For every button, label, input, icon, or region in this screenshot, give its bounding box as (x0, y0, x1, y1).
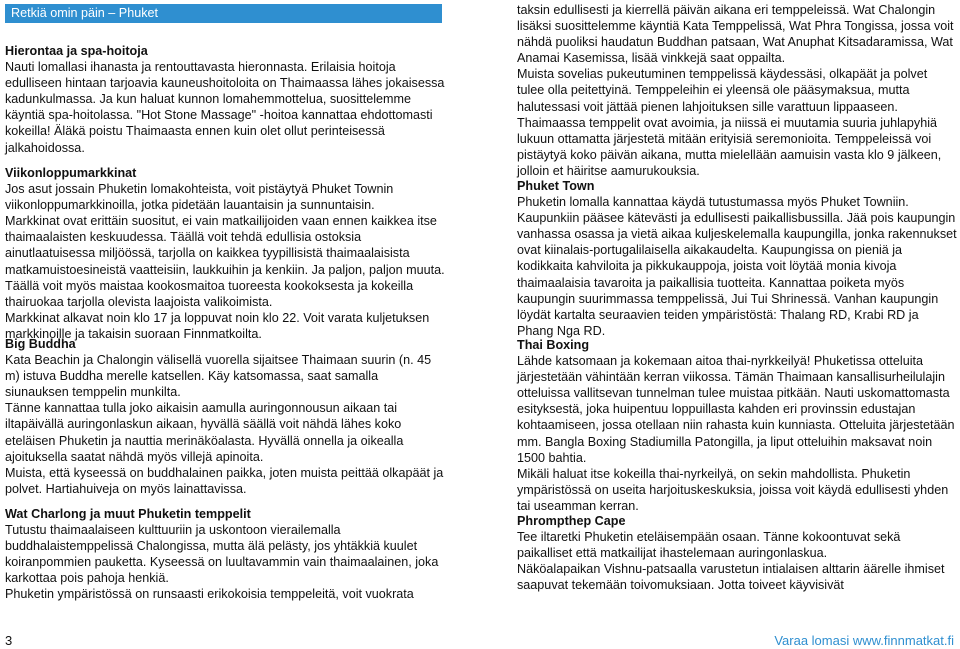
section-title-phrompthep-cape: Phrompthep Cape (517, 514, 626, 528)
buddha-paragraph-1: Kata Beachin ja Chalongin välisellä vuorella sijaitsee Thaimaan suurin (n. 45 m) istuva Buddha merelle katsellen. Käy katsomassa, saat samalla siunauksen temppelin munkilta. (5, 353, 432, 400)
section-title-thai-boxing: Thai Boxing (517, 338, 590, 352)
section-weekend-market (5, 165, 445, 342)
market-paragraph-2: Markkinat ovat erittäin suositut, ei vain matkailijoiden vaan ennen kaikkea itse thaimaalaisten keskuudessa. Täällä voit tehdä edullisia ostoksia ainutlaatuisessa miljöössä, tarjolla on kaikkea tyypillisistä thaimaalaisista matkamuistoesineistä vaatteisiin, laukkuihin ja kenkiin. Ja paljon, paljon muuta. Täällä voit myös maistaa kookosmaitoa tuoreesta kookoksesta ja kokeilla thairuokaa tarjolla olevista laajoista valikoimista. (5, 214, 445, 309)
page-number: 3 (5, 633, 13, 648)
market-paragraph-1: Jos asut jossain Phuketin lomakohteista, voit pistäytyä Phuket Townin viikonloppumarkkinoilla, jotka pidetään lauantaisin ja sunnuntaisin. (5, 182, 394, 213)
section-title-wat-chalong: Wat Charlong ja muut Phuketin temppelit (5, 507, 251, 521)
section-title-weekend-market: Viikonloppumarkkinat (5, 166, 137, 180)
header-banner: Retkiä omin päin – Phuket (5, 4, 442, 23)
section-title-big-buddha: Big Buddha (5, 337, 76, 351)
finnmatkat-link[interactable]: Varaa lomasi www.finnmatkat.fi (774, 633, 954, 648)
section-title-phuket-town: Phuket Town (517, 179, 595, 193)
section-wat-chalong (5, 506, 445, 603)
market-paragraph-3: Markkinat alkavat noin klo 17 ja loppuvat noin klo 22. Voit varata kuljetuksen markkinoille ja takaisin suoraan Finnmatkoilta. (5, 310, 430, 341)
section-phrompthep-cape (517, 513, 957, 593)
section-temples-continued (517, 2, 957, 179)
wat-chalong-body: Tutustu thaimaalaiseen kulttuuriin ja uskontoon vierailemalla buddhalaistemppelissä Chalongissa, mutta älä pelästy, jos yhtäkkiä kuulet koiranpommien pauketta. Kyseessä on luultavammin vain thaimaalainen, joka karkottaa pois pahoja henkiä. Phuketin ympäristössä on runsaasti erikokoisia temppeleitä, voit vuokrata (5, 523, 439, 602)
phuket-town-body: Phuketin lomalla kannattaa käydä tutustumassa myös Phuket Towniin. Kaupunkiin pääsee kätevästi ja edullisesti paikallisbussilla. Jää pois kaupungin vanhassa osassa ja vietä aikaa kuljeskelemalla kaupungilla, jonka rakennukset ovat kiinalais-portugalilaisella aikakaudelta. Kaupungissa on pieniä ja kodikkaita kahviloita ja pikkukauppoja, joista voit löytää monia kivoja thaimaalaisia tavaroita ja paikallisia tuotteita. Kannattaa poiketa myös kaupungin suurimmassa temppelissä, Jui Tui Shrinessä. Vanhan kaupungin löydät kartalta seuraavien teiden ympäristöstä: Thalang RD, Krabi RD ja Phang Nga RD. (517, 195, 957, 338)
section-big-buddha (5, 336, 445, 497)
phrompthep-cape-body: Tee iltaretki Phuketin eteläisempään osaan. Tänne kokoontuvat sekä paikalliset että matkailijat ihastelemaan auringonlaskua. Näköalapaikan Vishnu-patsaalla varustetun intialaisen alttarin äärelle ihmiset saapuvat tekemään toivomuksiaan. Jotta toiveet käyvisivät (517, 530, 945, 593)
buddha-paragraph-3: Muista, että kyseessä on buddhalainen paikka, joten muista peittää olkapäät ja polvet. Hartiahuiveja on myös lainattavissa. (5, 465, 444, 496)
section-spa (5, 43, 445, 156)
section-body-spa: Nauti lomallasi ihanasta ja rentouttavasta hieronnasta. Erilaisia hoitoja edulliseen hintaan tarjoavia kauneushoitoloita on Thaimaassa lähes jokaisessa kadunkulmassa. Ja kun haluat kunnon lomahemmottelua, suosittelemme käyntiä spa-hoitolassa. "Hot Stone Massage" -hoitoa kannattaa ehdottomasti kokeilla! Äläkä poistu Thaimaasta ennen kuin olet ollut perinteisessä jalkahoidossa. (5, 60, 445, 155)
section-phuket-town (517, 178, 957, 339)
temples-continued-body: taksin edullisesti ja kierrellä päivän aikana eri temppeleissä. Wat Chalongin lisäksi suosittelemme käyntiä Kata Temppelissä, Wat Phra Tongissa, jossa voit nähdä puoliksi haudatun Buddhan patsaan, Wat Anuphat Kitsadaramissa, Wat Anamai Kasemissa, lisää vinkkejä saat oppailta. Muista sovelias pukeutuminen temppelissä käydessäsi, olkapäät ja polvet tulee olla peitettyinä. Temppeleihin ei yleensä ole pääsymaksua, mutta halutessasi voit jättää pienen lahjoituksen sille varattuun lippaaseen. Thaimaassa temppelit ovat avoimia, ja niissä ei muutamia suuria juhlapyhiä lukuun ottamatta järjestetä mitään erityisiä seremonioita. Temppeleissä voi pistäytyä koko päivän aikana, mutta mielellään aamuisin vasta klo 9 jälkeen, jolloin et häiritse aamurukouksia. (517, 3, 954, 178)
thai-boxing-body: Lähde katsomaan ja kokemaan aitoa thai-nyrkkeilyä! Phuketissa otteluita järjestetään vähintään kerran viikossa. Tämän Thaimaan kansallisurheilulajin otteluissa vallitsevan tunnelman tulee muistaa pitkään. Nauti uskomattomasta esityksestä, joka huipentuu loppuillasta kahden eri provinssin edustajan kohtaamiseen, jossa otellaan niin rahasta kuin kunniasta. Otteluita järjestetään mm. Bangla Boxing Stadiumilla Patongilla, ja liput otteluihin maksavat noin 1500 bahtia. Mikäli haluat itse kokeilla thai-nyrkeilyä, on sekin mahdollista. Phuketin ympäristössä on useita harjoituskeskuksia, joissa voit käydä edullisesti yhden tai useamman kerran. (517, 354, 955, 513)
buddha-paragraph-2: Tänne kannattaa tulla joko aikaisin aamulla auringonnousun aikaan tai iltapäivällä auringonlaskun aikaan, hyvällä säällä voit nähdä lähes koko eteläisen Phuketin ja nauttia merinäköalasta. Hyvällä onnella ja oikealla ajoituksella saatat nähdä myös villejä apinoita. (5, 401, 404, 464)
section-title-spa: Hierontaa ja spa-hoitoja (5, 44, 148, 58)
section-thai-boxing (517, 337, 957, 514)
